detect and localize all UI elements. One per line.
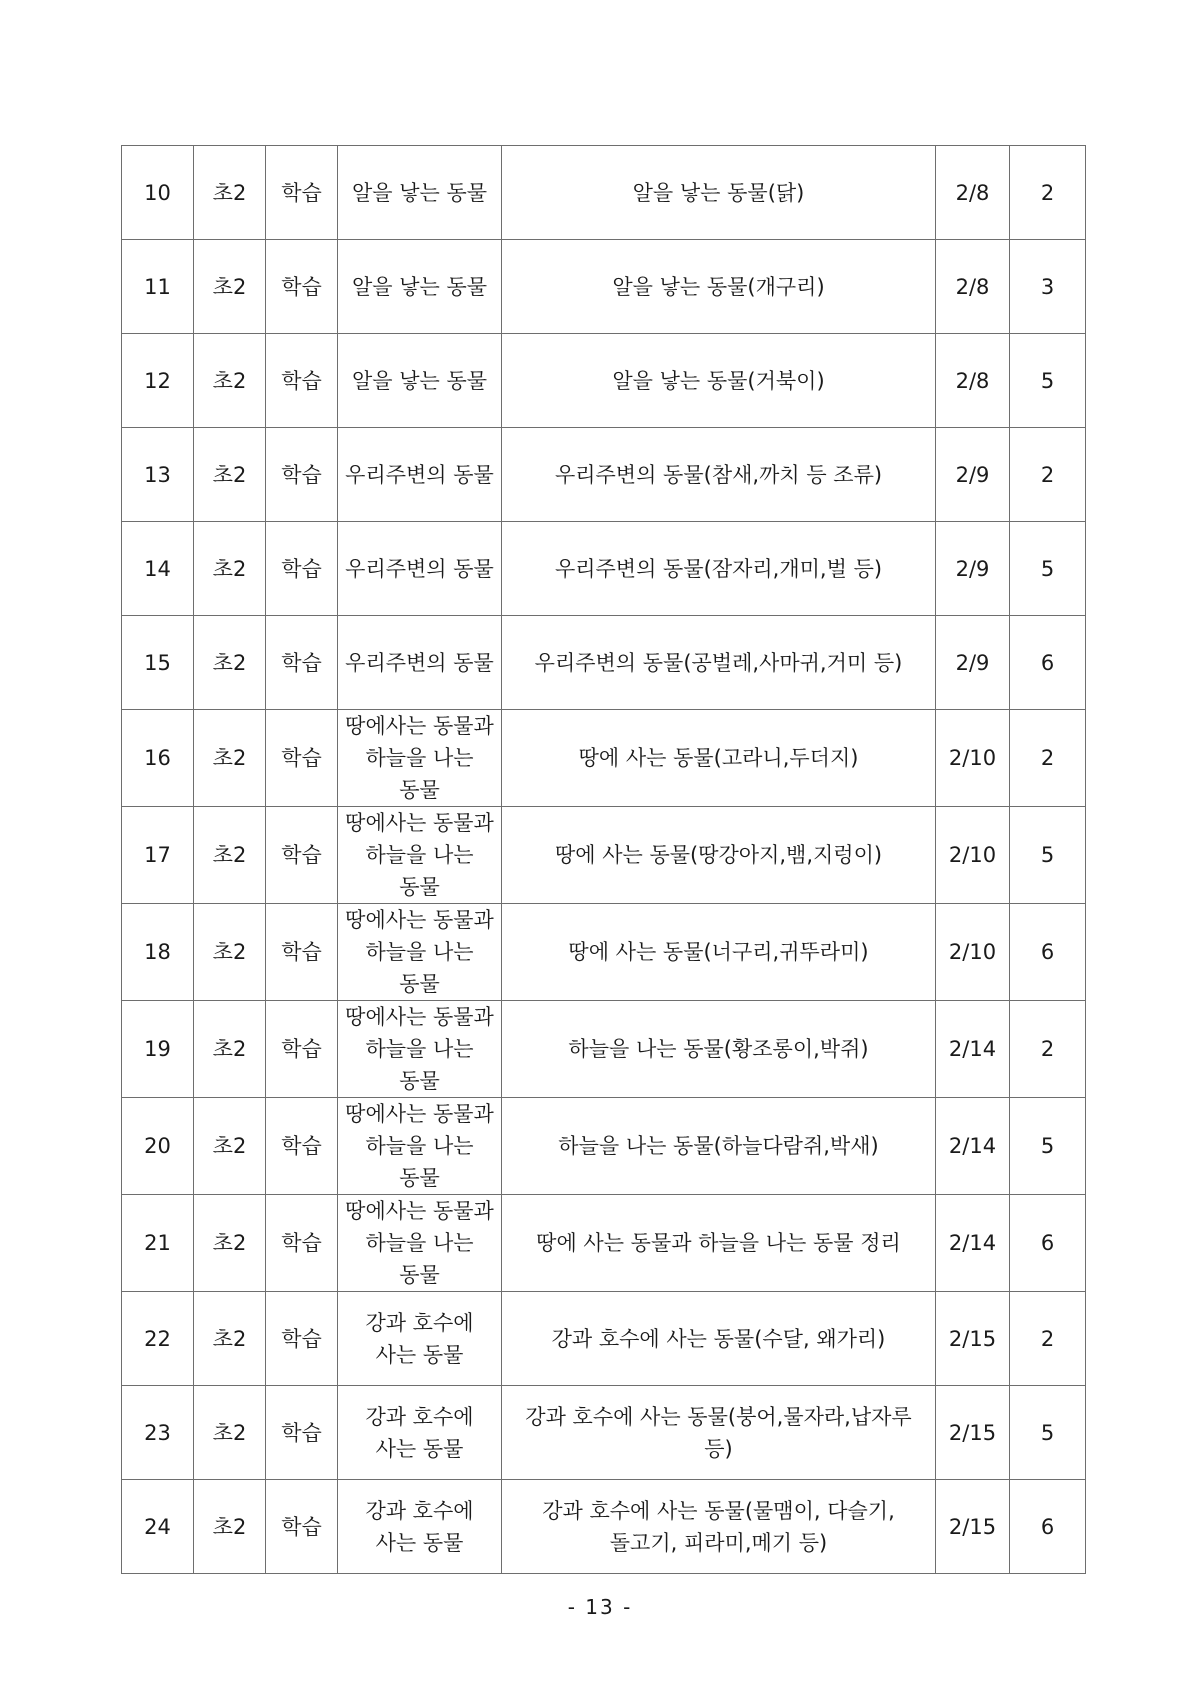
table-row — [122, 1001, 1086, 1098]
type-cell: 학습 — [266, 1386, 338, 1480]
grade-cell: 초2 — [194, 616, 266, 710]
grade-cell: 초2 — [194, 240, 266, 334]
type-cell: 학습 — [266, 1195, 338, 1292]
topic-cell: 땅에사는 동물과 하늘을 나는 동물 — [338, 904, 502, 1001]
row-number-cell: 17 — [122, 807, 194, 904]
content-cell: 땅에 사는 동물과 하늘을 나는 동물 정리 — [502, 1195, 936, 1292]
topic-cell: 강과 호수에 사는 동물 — [338, 1480, 502, 1574]
content-cell: 알을 낳는 동물(거북이) — [502, 334, 936, 428]
table-row — [122, 428, 1086, 522]
type-cell: 학습 — [266, 240, 338, 334]
row-number-cell: 21 — [122, 1195, 194, 1292]
topic-cell: 알을 낳는 동물 — [338, 334, 502, 428]
row-number-cell: 14 — [122, 522, 194, 616]
content-cell: 우리주변의 동물(공벌레,사마귀,거미 등) — [502, 616, 936, 710]
type-cell: 학습 — [266, 904, 338, 1001]
date-cell: 2/14 — [936, 1098, 1010, 1195]
date-cell: 2/8 — [936, 240, 1010, 334]
type-cell: 학습 — [266, 146, 338, 240]
type-cell: 학습 — [266, 1292, 338, 1386]
grade-cell: 초2 — [194, 807, 266, 904]
period-cell: 5 — [1010, 807, 1086, 904]
table-row — [122, 334, 1086, 428]
type-cell: 학습 — [266, 334, 338, 428]
row-number-cell: 15 — [122, 616, 194, 710]
table-body — [122, 146, 1086, 1574]
topic-cell: 알을 낳는 동물 — [338, 240, 502, 334]
period-cell: 2 — [1010, 710, 1086, 807]
topic-cell: 우리주변의 동물 — [338, 522, 502, 616]
content-cell: 알을 낳는 동물(닭) — [502, 146, 936, 240]
content-cell: 땅에 사는 동물(고라니,두더지) — [502, 710, 936, 807]
grade-cell: 초2 — [194, 1480, 266, 1574]
table-row — [122, 1386, 1086, 1480]
date-cell: 2/10 — [936, 807, 1010, 904]
topic-cell: 땅에사는 동물과 하늘을 나는 동물 — [338, 1195, 502, 1292]
table-row — [122, 146, 1086, 240]
content-cell: 하늘을 나는 동물(황조롱이,박쥐) — [502, 1001, 936, 1098]
date-cell: 2/15 — [936, 1386, 1010, 1480]
content-cell: 땅에 사는 동물(너구리,귀뚜라미) — [502, 904, 936, 1001]
topic-cell: 강과 호수에 사는 동물 — [338, 1386, 502, 1480]
table-row — [122, 240, 1086, 334]
type-cell: 학습 — [266, 807, 338, 904]
period-cell: 6 — [1010, 1480, 1086, 1574]
topic-cell: 강과 호수에 사는 동물 — [338, 1292, 502, 1386]
topic-cell: 우리주변의 동물 — [338, 616, 502, 710]
date-cell: 2/9 — [936, 616, 1010, 710]
period-cell: 2 — [1010, 428, 1086, 522]
grade-cell: 초2 — [194, 428, 266, 522]
row-number-cell: 16 — [122, 710, 194, 807]
period-cell: 5 — [1010, 1098, 1086, 1195]
type-cell: 학습 — [266, 522, 338, 616]
content-cell: 우리주변의 동물(잠자리,개미,벌 등) — [502, 522, 936, 616]
grade-cell: 초2 — [194, 1001, 266, 1098]
period-cell: 5 — [1010, 522, 1086, 616]
date-cell: 2/10 — [936, 904, 1010, 1001]
row-number-cell: 13 — [122, 428, 194, 522]
grade-cell: 초2 — [194, 904, 266, 1001]
type-cell: 학습 — [266, 1001, 338, 1098]
table-row — [122, 1098, 1086, 1195]
content-cell: 하늘을 나는 동물(하늘다람쥐,박새) — [502, 1098, 936, 1195]
date-cell: 2/14 — [936, 1195, 1010, 1292]
row-number-cell: 19 — [122, 1001, 194, 1098]
topic-cell: 우리주변의 동물 — [338, 428, 502, 522]
row-number-cell: 20 — [122, 1098, 194, 1195]
period-cell: 3 — [1010, 240, 1086, 334]
row-number-cell: 24 — [122, 1480, 194, 1574]
topic-cell: 알을 낳는 동물 — [338, 146, 502, 240]
type-cell: 학습 — [266, 710, 338, 807]
grade-cell: 초2 — [194, 1098, 266, 1195]
period-cell: 5 — [1010, 334, 1086, 428]
date-cell: 2/9 — [936, 428, 1010, 522]
table-row — [122, 616, 1086, 710]
table-row — [122, 522, 1086, 616]
type-cell: 학습 — [266, 428, 338, 522]
period-cell: 2 — [1010, 1292, 1086, 1386]
grade-cell: 초2 — [194, 334, 266, 428]
row-number-cell: 18 — [122, 904, 194, 1001]
period-cell: 2 — [1010, 146, 1086, 240]
row-number-cell: 10 — [122, 146, 194, 240]
type-cell: 학습 — [266, 1098, 338, 1195]
topic-cell: 땅에사는 동물과 하늘을 나는 동물 — [338, 710, 502, 807]
content-cell: 우리주변의 동물(참새,까치 등 조류) — [502, 428, 936, 522]
topic-cell: 땅에사는 동물과 하늘을 나는 동물 — [338, 1098, 502, 1195]
row-number-cell: 23 — [122, 1386, 194, 1480]
period-cell: 6 — [1010, 1195, 1086, 1292]
content-cell: 땅에 사는 동물(땅강아지,뱀,지렁이) — [502, 807, 936, 904]
lesson-schedule-table — [121, 145, 1086, 1574]
date-cell: 2/14 — [936, 1001, 1010, 1098]
content-cell: 강과 호수에 사는 동물(붕어,물자라,납자루 등) — [502, 1386, 936, 1480]
table-row — [122, 807, 1086, 904]
table-row — [122, 904, 1086, 1001]
grade-cell: 초2 — [194, 1195, 266, 1292]
date-cell: 2/15 — [936, 1480, 1010, 1574]
content-cell: 강과 호수에 사는 동물(수달, 왜가리) — [502, 1292, 936, 1386]
topic-cell: 땅에사는 동물과 하늘을 나는 동물 — [338, 1001, 502, 1098]
type-cell: 학습 — [266, 1480, 338, 1574]
grade-cell: 초2 — [194, 1386, 266, 1480]
period-cell: 2 — [1010, 1001, 1086, 1098]
date-cell: 2/15 — [936, 1292, 1010, 1386]
grade-cell: 초2 — [194, 522, 266, 616]
type-cell: 학습 — [266, 616, 338, 710]
row-number-cell: 12 — [122, 334, 194, 428]
topic-cell: 땅에사는 동물과 하늘을 나는 동물 — [338, 807, 502, 904]
grade-cell: 초2 — [194, 710, 266, 807]
table-row — [122, 1292, 1086, 1386]
row-number-cell: 11 — [122, 240, 194, 334]
date-cell: 2/8 — [936, 146, 1010, 240]
page-number: - 13 - — [567, 1595, 633, 1619]
date-cell: 2/9 — [936, 522, 1010, 616]
period-cell: 6 — [1010, 904, 1086, 1001]
grade-cell: 초2 — [194, 1292, 266, 1386]
table-row — [122, 710, 1086, 807]
date-cell: 2/10 — [936, 710, 1010, 807]
date-cell: 2/8 — [936, 334, 1010, 428]
period-cell: 6 — [1010, 616, 1086, 710]
grade-cell: 초2 — [194, 146, 266, 240]
table-row — [122, 1195, 1086, 1292]
period-cell: 5 — [1010, 1386, 1086, 1480]
row-number-cell: 22 — [122, 1292, 194, 1386]
table-row — [122, 1480, 1086, 1574]
content-cell: 강과 호수에 사는 동물(물맴이, 다슬기, 돌고기, 피라미,메기 등) — [502, 1480, 936, 1574]
content-cell: 알을 낳는 동물(개구리) — [502, 240, 936, 334]
